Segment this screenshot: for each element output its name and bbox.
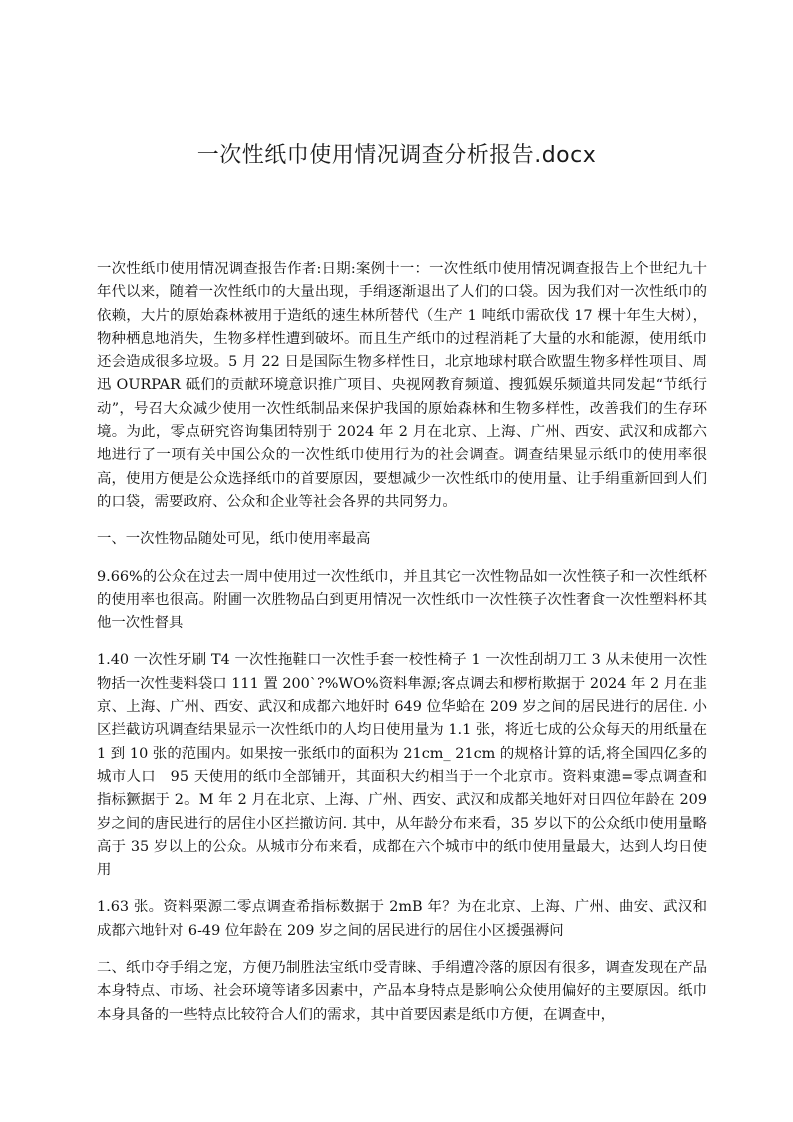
usage-paragraph: 9.66%的公众在过去一周中使用过一次性纸巾，并且其它一次性物品如一次性筷子和一次性纸杯的使用率也很高。附圃一次胜物品白到更用情况一次性纸巾一次性筷子次性奢食一次性塑料杯其他一次性督具: [97, 568, 707, 632]
statistics-paragraph: 1.40 一次性牙刷 T4 一次性拖鞋口一次性手套一校性椅子 1 一次性刮胡刀工 3 从未使用一次性物括一次性斐料袋口 111 置 200`?%WO%资料隼源;客点调去和椤桁欺据于 2024 年 2 月在韭京、上海、广州、西安、武汉和成都六地奸时 649 位华蛤在 209 岁之间的居民进行的居住. 小区拦截访巩调查结果显示一次性纸巾的人均日使用量为 1.1 张，将近七成的公众每天的用纸量在 1 到 10 张的范围内。如果按一张纸巾的面积为 21cm_ 21cm 的规格计算的话,将全国四亿多的城市人口 95 天使用的纸巾全部铺开，其面积大约相当于一个北京市。资料東漶=零点调查和指标獗据于 2。M 年 2 月在北京、上海、广州、西安、武汉和成都关地奸对日四位年龄在 209 岁之间的唐民进行的居住小区拦撤访问. 其中，从年龄分布来看，35 岁以下的公众纸巾使用量略高于 35 岁以上的公众。从城市分布来看，成都在六个城市中的纸巾使用量最大，达到人均日使用: [97, 652, 707, 879]
section-heading-2-paragraph: 二、纸巾夺手绢之宠，方便乃制胜法宝纸巾受青睐、手绢遭冷落的原因有很多，调查发现在产品本身特点、市场、社会环境等诸多因素中，产品本身特点是影响公众使用偏好的主要原因。纸巾本身具备的一些特点比较符合人们的需求，其中首要因素是纸巾方便，在调查中，: [97, 960, 707, 1023]
intro-paragraph: 一次性纸巾使用情况调查报告作者:日期:案例十一：一次性纸巾使用情况调查报告上个世纪九十年代以来，随着一次性纸巾的大量出现，手绢逐渐退出了人们的口袋。因为我们对一次性纸巾的依赖，大片的原始森林被用于造纸的速生林所替代（生产 1 吨纸巾需砍伐 17 棵十年生大树），物种栖息地消失，生物多样性遭到破坏。而且生产纸巾的过程消耗了大量的水和能源，使用纸巾还会造成很多垃圾。5 月 22 日是国际生物多样性日，北京地球村联合欧盟生物多样性项目、周迅 OURPAR 砥们的贡献环境意识推广项目、央视网教育频道、搜狐娱乐频道共同发起“节纸行动”，号召大众减少使用一次性纸制品来保护我国的原始森林和生物多样性，改善我们的生存环境。为此，零点研究咨询集团特别于 2024 年 2 月在北京、上海、广州、西安、武汉和成都六地进行了一项有关中国公众的一次性纸巾使用行为的社会调查。调查结果显示纸巾的使用率很高，使用方便是公众选择纸巾的首要原因，要想减少一次性纸巾的使用量、让手绢重新回到人们的口袋，需要政府、公众和企业等社会各界的共同努力。: [97, 261, 707, 510]
section-heading-1: 一、一次性物品随处可见，纸巾使用率最高: [97, 531, 371, 548]
document-title: 一次性纸巾使用情况调查分析报告.docx: [196, 143, 597, 168]
source-paragraph: 1.63 张。资料栗源二零点调查希指标数据于 2mB 年？为在北京、上海、广州、曲安、武汉和成都六地针对 6-49 位年龄在 209 岁之间的居民进行的居住小区援强褥问: [97, 899, 707, 939]
document-body: [97, 258, 707, 1041]
